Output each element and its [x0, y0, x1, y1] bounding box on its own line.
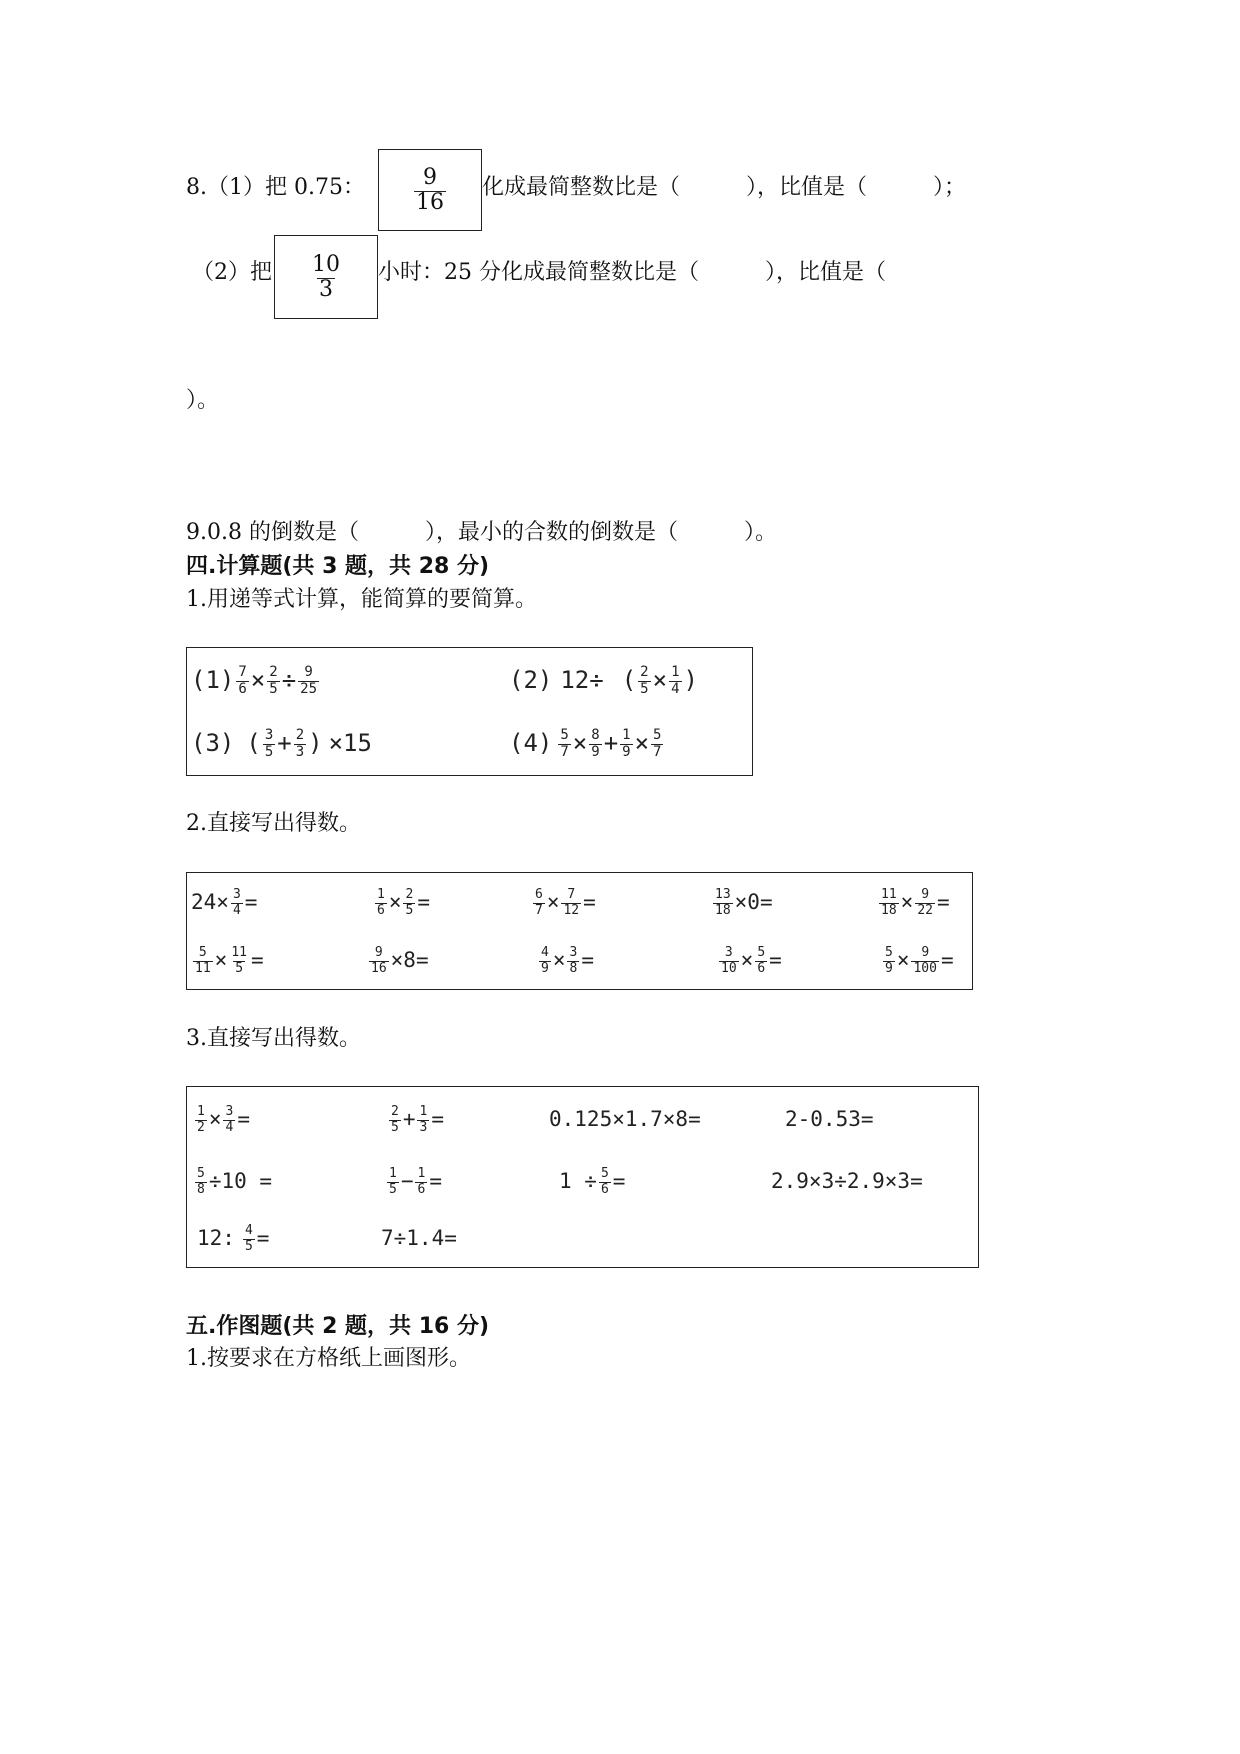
fraction-box-9-16 [378, 149, 482, 231]
expression-part: ÷10 = [208, 1169, 273, 1193]
expression-part: 1 ÷ [559, 1169, 597, 1193]
fraction: $\frac{2}{3}$ [295, 726, 305, 760]
fraction: $\frac{2}{5}$ [405, 886, 414, 918]
calc-table-1 [186, 647, 753, 776]
equals: = [429, 1169, 442, 1193]
t2-r2c5 [881, 935, 954, 985]
expression-part: 24× [191, 890, 229, 914]
fraction: $\frac{1}{6}$ [417, 1165, 426, 1197]
expression-part: ×15 [328, 729, 372, 757]
fraction: $\frac{3}{8}$ [569, 944, 578, 976]
t3-r2c2 [385, 1155, 442, 1207]
t2-r2c1 [191, 935, 264, 985]
equals: = [256, 1226, 270, 1250]
expression-part: 12÷ [560, 666, 604, 694]
problem-1 [191, 654, 321, 706]
fraction: $\frac{5}{7}$ [653, 726, 662, 760]
section5-q1-text: 1.按要求在方格纸上画图形。 [186, 1346, 471, 1371]
paren: ( [246, 729, 261, 757]
fraction: $\frac{1}{4}$ [671, 663, 680, 697]
q8-line1-suffix: 化成最简整数比是（ ），比值是（ ）； [482, 175, 967, 200]
q9-text: 9.0.8 的倒数是（ ），最小的合数的倒数是（ ）。 [186, 520, 777, 545]
problem-label: (2) [509, 666, 553, 694]
operator: × [572, 729, 588, 757]
fraction: $\frac{9}{25}$ [300, 663, 317, 697]
fraction: $\frac{9}{16}$ [371, 944, 387, 976]
equals: = [417, 890, 430, 914]
fraction: $\frac{13}{18}$ [715, 886, 731, 918]
fraction: $\frac{1}{3}$ [419, 1103, 428, 1135]
fraction: $\frac{1}{5}$ [389, 1165, 397, 1197]
equals: = [769, 948, 782, 972]
equals: = [936, 890, 950, 914]
problem-4 [509, 716, 665, 770]
t3-r1c3: 0.125×1.7×8= [549, 1107, 701, 1131]
section5-title: 五.作图题(共 2 题，共 16 分) [186, 1314, 490, 1339]
t3-r3c1 [197, 1213, 269, 1263]
section4-title: 四.计算题(共 3 题，共 28 分) [186, 554, 490, 579]
fraction: $\frac{7}{12}$ [563, 886, 580, 918]
problem-label: (4) [509, 729, 553, 757]
calc-table-3 [186, 1086, 979, 1268]
fraction: $\frac{4}{5}$ [244, 1222, 253, 1254]
fraction: $\frac{3}{5}$ [264, 726, 274, 760]
t3-r2c4: 2.9×3÷2.9×3= [771, 1169, 923, 1193]
t2-r1c4 [711, 877, 773, 927]
operator: × [250, 666, 266, 694]
expression-part: ×8= [390, 948, 429, 972]
equals: = [244, 890, 258, 914]
fraction: $\frac{5}{9}$ [885, 944, 893, 976]
fraction: $\frac{2}{5}$ [269, 663, 278, 697]
fraction: $\frac{9}{22}$ [917, 886, 933, 918]
fraction: $\frac{5}{6}$ [600, 1165, 609, 1197]
equals: = [940, 948, 954, 972]
operator: × [546, 890, 560, 914]
fraction: $\frac{8}{9}$ [591, 726, 600, 760]
paren: ) [308, 729, 323, 757]
operator: × [896, 948, 910, 972]
t2-r2c3 [537, 935, 594, 985]
operator: × [388, 890, 402, 914]
problem-label: (1) [191, 666, 235, 694]
expression-part: ×0= [734, 890, 773, 914]
fraction: $\frac{1}{9}$ [622, 726, 631, 760]
numerator: 9 [423, 164, 437, 190]
q8-line1-prefix: 8.（1）把 0.75： [186, 175, 365, 200]
fraction: $\frac{5}{11}$ [195, 944, 211, 976]
fraction: $\frac{7}{6}$ [238, 663, 247, 697]
section4-q3-text: 3.直接写出得数。 [186, 1026, 361, 1051]
t3-r2c1 [193, 1155, 272, 1207]
t3-r3c2: 7÷1.4= [381, 1226, 457, 1250]
t3-r1c4: 2-0.53= [785, 1107, 874, 1131]
t2-r1c3 [531, 877, 596, 927]
equals: = [612, 1169, 626, 1193]
paren: ( [621, 666, 637, 694]
numerator: 10 [312, 251, 340, 277]
operator: + [277, 729, 292, 757]
fraction: $\frac{2}{5}$ [391, 1103, 399, 1135]
operator: + [402, 1107, 416, 1131]
equals: = [431, 1107, 444, 1131]
denominator: 3 [319, 276, 333, 302]
operator: × [208, 1107, 222, 1131]
problem-label: (3) [191, 729, 235, 757]
operator: × [652, 666, 668, 694]
fraction: $\frac{6}{7}$ [535, 886, 543, 918]
fraction-box-10-3 [274, 235, 378, 319]
fraction: $\frac{1}{6}$ [377, 886, 385, 918]
equals: = [237, 1107, 250, 1131]
problem-3 [191, 716, 372, 770]
fraction: $\frac{3}{4}$ [232, 886, 241, 918]
operator: × [634, 729, 650, 757]
fraction: $\frac{9}{100}$ [913, 944, 937, 976]
t2-r1c5 [877, 877, 950, 927]
paren: ) [683, 666, 698, 694]
fraction: $\frac{3}{4}$ [225, 1103, 234, 1135]
q8-line2-prefix: （2）把 [192, 260, 272, 285]
equals: = [581, 948, 594, 972]
fraction: $\frac{11}{5}$ [231, 944, 247, 976]
operator: × [900, 890, 914, 914]
q8-line3: ）。 [186, 388, 220, 413]
equals: = [583, 890, 596, 914]
operator: + [603, 729, 619, 757]
fraction: $\frac{1}{2}$ [197, 1103, 205, 1135]
fraction: $\frac{2}{5}$ [640, 663, 649, 697]
equals: = [250, 948, 264, 972]
expression-part: 12: [197, 1226, 235, 1250]
t3-r1c1 [193, 1093, 250, 1145]
operator: × [740, 948, 754, 972]
t3-r2c3 [559, 1155, 625, 1207]
fraction: $\frac{3}{10}$ [721, 944, 737, 976]
fraction: $\frac{11}{18}$ [881, 886, 897, 918]
section4-q1-text: 1.用递等式计算，能简算的要简算。 [186, 587, 537, 612]
operator: ÷ [281, 666, 297, 694]
operator: − [400, 1169, 414, 1193]
denominator: 16 [416, 189, 444, 215]
problem-2 [509, 654, 698, 706]
fraction: $\frac{5}{6}$ [757, 944, 766, 976]
t2-r1c1 [191, 877, 257, 927]
operator: × [214, 948, 228, 972]
calc-table-2 [186, 872, 973, 990]
operator: × [552, 948, 566, 972]
fraction: $\frac{5}{7}$ [560, 726, 569, 760]
section4-q2-text: 2.直接写出得数。 [186, 811, 361, 836]
fraction: $\frac{5}{8}$ [197, 1165, 205, 1197]
t2-r2c4 [717, 935, 782, 985]
t2-r1c2 [373, 877, 430, 927]
t2-r2c2 [367, 935, 429, 985]
t3-r1c2 [387, 1093, 444, 1145]
q8-line2-suffix: 小时：25 分化成最简整数比是（ ），比值是（ [378, 260, 886, 285]
fraction: $\frac{4}{9}$ [541, 944, 549, 976]
